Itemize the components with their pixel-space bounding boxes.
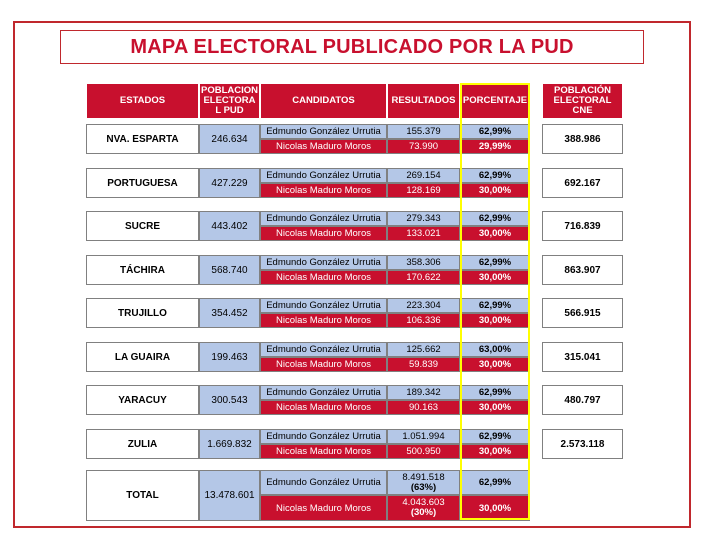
total-label: TOTAL xyxy=(86,470,199,521)
state-name: ZULIA xyxy=(86,429,199,459)
result-gonzalez: 189.342 xyxy=(387,385,460,400)
pct-gonzalez: 63,00% xyxy=(460,342,530,357)
result-maduro: 73.990 xyxy=(387,139,460,154)
candidate-maduro: Nicolas Maduro Moros xyxy=(260,313,387,328)
state-poblacion: 427.229 xyxy=(199,168,260,198)
pct-gonzalez: 62,99% xyxy=(460,168,530,183)
result-maduro: 59.839 xyxy=(387,357,460,372)
result-maduro: 106.336 xyxy=(387,313,460,328)
total-result-maduro-value: 4.043.603 xyxy=(402,497,445,508)
header-poblacion: POBLACION ELECTORA L PUD xyxy=(199,83,260,119)
cne-poblacion: 566.915 xyxy=(542,298,623,328)
header-candidatos: CANDIDATOS xyxy=(260,83,387,119)
pct-maduro: 30,00% xyxy=(460,226,530,241)
state-name: NVA. ESPARTA xyxy=(86,124,199,154)
state-poblacion: 568.740 xyxy=(199,255,260,285)
total-pct-gonzalez: 62,99% xyxy=(460,470,530,495)
total-candidate-maduro: Nicolas Maduro Moros xyxy=(260,495,387,521)
state-poblacion: 1.669.832 xyxy=(199,429,260,459)
result-gonzalez: 125.662 xyxy=(387,342,460,357)
header-cne: POBLACIÓN ELECTORAL CNE xyxy=(542,83,623,119)
pct-maduro: 30,00% xyxy=(460,313,530,328)
result-maduro: 500.950 xyxy=(387,444,460,459)
cne-poblacion: 2.573.118 xyxy=(542,429,623,459)
cne-poblacion: 315.041 xyxy=(542,342,623,372)
total-poblacion: 13.478.601 xyxy=(199,470,260,521)
state-poblacion: 300.543 xyxy=(199,385,260,415)
candidate-maduro: Nicolas Maduro Moros xyxy=(260,357,387,372)
candidate-gonzalez: Edmundo González Urrutia xyxy=(260,385,387,400)
pct-gonzalez: 62,99% xyxy=(460,211,530,226)
candidate-maduro: Nicolas Maduro Moros xyxy=(260,139,387,154)
state-name: SUCRE xyxy=(86,211,199,241)
total-result-gonzalez xyxy=(387,470,460,495)
state-name: LA GUAIRA xyxy=(86,342,199,372)
pct-maduro: 29,99% xyxy=(460,139,530,154)
cne-poblacion: 692.167 xyxy=(542,168,623,198)
total-result-maduro xyxy=(387,495,460,521)
pct-maduro: 30,00% xyxy=(460,400,530,415)
total-result-maduro-pct: (30%) xyxy=(410,507,437,518)
candidate-gonzalez: Edmundo González Urrutia xyxy=(260,168,387,183)
result-gonzalez: 269.154 xyxy=(387,168,460,183)
candidate-gonzalez: Edmundo González Urrutia xyxy=(260,124,387,139)
pct-maduro: 30,00% xyxy=(460,444,530,459)
pct-maduro: 30,00% xyxy=(460,183,530,198)
state-poblacion: 199.463 xyxy=(199,342,260,372)
total-result-gonzalez-pct: (63%) xyxy=(410,481,437,493)
candidate-gonzalez: Edmundo González Urrutia xyxy=(260,298,387,313)
result-gonzalez: 223.304 xyxy=(387,298,460,313)
page-title: MAPA ELECTORAL PUBLICADO POR LA PUD xyxy=(60,30,644,64)
total-result-gonzalez-value: 8.491.518 xyxy=(402,471,445,483)
pct-gonzalez: 62,99% xyxy=(460,124,530,139)
pct-gonzalez: 62,99% xyxy=(460,385,530,400)
result-gonzalez: 358.306 xyxy=(387,255,460,270)
result-gonzalez: 279.343 xyxy=(387,211,460,226)
result-gonzalez: 1.051.994 xyxy=(387,429,460,444)
cne-poblacion: 480.797 xyxy=(542,385,623,415)
candidate-maduro: Nicolas Maduro Moros xyxy=(260,270,387,285)
pct-gonzalez: 62,99% xyxy=(460,429,530,444)
header-resultados: RESULTADOS xyxy=(387,83,460,119)
result-maduro: 170.622 xyxy=(387,270,460,285)
candidate-maduro: Nicolas Maduro Moros xyxy=(260,226,387,241)
state-name: YARACUY xyxy=(86,385,199,415)
pct-gonzalez: 62,99% xyxy=(460,255,530,270)
candidate-gonzalez: Edmundo González Urrutia xyxy=(260,211,387,226)
total-candidate-gonzalez: Edmundo González Urrutia xyxy=(260,470,387,495)
candidate-maduro: Nicolas Maduro Moros xyxy=(260,183,387,198)
candidate-gonzalez: Edmundo González Urrutia xyxy=(260,429,387,444)
pct-gonzalez: 62,99% xyxy=(460,298,530,313)
pct-maduro: 30,00% xyxy=(460,357,530,372)
result-gonzalez: 155.379 xyxy=(387,124,460,139)
pct-maduro: 30,00% xyxy=(460,270,530,285)
state-poblacion: 246.634 xyxy=(199,124,260,154)
result-maduro: 133.021 xyxy=(387,226,460,241)
cne-poblacion: 863.907 xyxy=(542,255,623,285)
candidate-maduro: Nicolas Maduro Moros xyxy=(260,444,387,459)
cne-poblacion: 716.839 xyxy=(542,211,623,241)
total-pct-maduro: 30,00% xyxy=(460,495,530,521)
candidate-gonzalez: Edmundo González Urrutia xyxy=(260,255,387,270)
state-name: TRUJILLO xyxy=(86,298,199,328)
header-estados: ESTADOS xyxy=(86,83,199,119)
state-poblacion: 354.452 xyxy=(199,298,260,328)
candidate-maduro: Nicolas Maduro Moros xyxy=(260,400,387,415)
cne-poblacion: 388.986 xyxy=(542,124,623,154)
result-maduro: 128.169 xyxy=(387,183,460,198)
candidate-gonzalez: Edmundo González Urrutia xyxy=(260,342,387,357)
state-name: PORTUGUESA xyxy=(86,168,199,198)
state-name: TÁCHIRA xyxy=(86,255,199,285)
state-poblacion: 443.402 xyxy=(199,211,260,241)
result-maduro: 90.163 xyxy=(387,400,460,415)
header-porcentaje: PORCENTAJE xyxy=(460,83,530,119)
